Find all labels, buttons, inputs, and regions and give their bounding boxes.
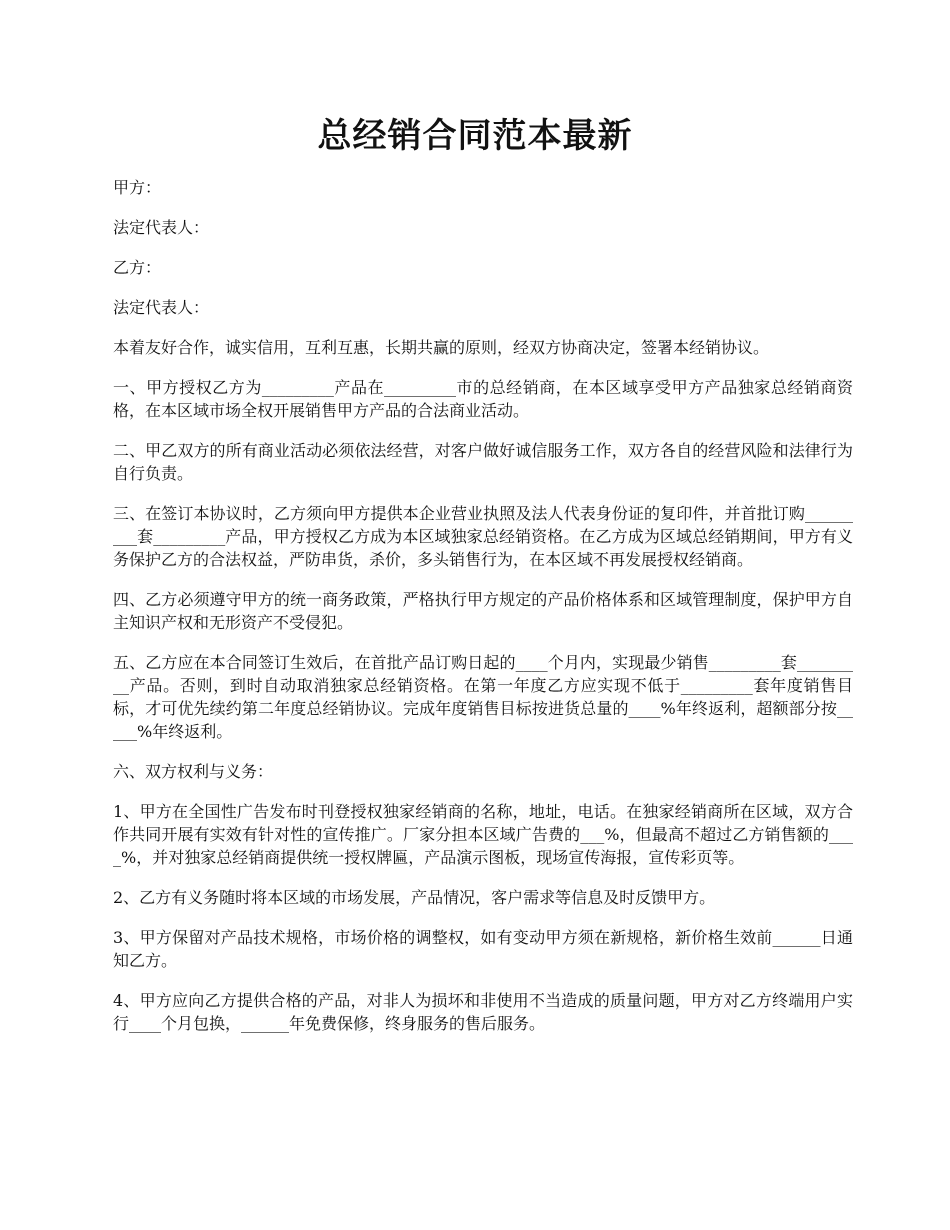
party-a-line: 甲方：	[113, 178, 162, 197]
clause-2-paragraph: 二、甲乙双方的所有商业活动必须依法经营，对客户做好诚信服务工作，双方各自的经营风险和法律行为自行负责。	[113, 441, 853, 483]
clause-6-item-4: 4、甲方应向乙方提供合格的产品，对非人为损坏和非使用不当造成的质量问题，甲方对乙方终端用户实行____个月包换，______年免费保修，终身服务的售后服务。	[113, 991, 853, 1033]
party-b-line: 乙方：	[113, 258, 162, 277]
clause-6-heading: 六、双方权利与义务：	[113, 762, 274, 781]
clause-1-paragraph: 一、甲方授权乙方为_________产品在_________市的总经销商，在本区域享受甲方产品独家总经销商资格，在本区域市场全权开展销售甲方产品的合法商业活动。	[113, 378, 853, 420]
party-a-representative-line: 法定代表人：	[113, 218, 210, 237]
document-body	[113, 176, 853, 1052]
preamble-paragraph: 本着友好合作，诚实信用，互利互惠，长期共赢的原则，经双方协商决定，签署本经销协议。	[113, 338, 770, 357]
clause-6-item-2: 2、乙方有义务随时将本区域的市场发展，产品情况，客户需求等信息及时反馈甲方。	[113, 888, 716, 907]
clause-5-paragraph: 五、乙方应在本合同签订生效后，在首批产品订购日起的____个月内，实现最少销售_________套_________产品。否则，到时自动取消独家总经销资格。在第一年度乙方应实现不低于_________套年度销售目标，才可优先续约第二年度总经销协议。完成年度销售目标按进货总量的____%年终返利，超额部分按_____%年终返利。	[113, 653, 853, 741]
clause-6-item-1: 1、甲方在全国性广告发布时刊登授权独家经销商的名称，地址，电话。在独家经销商所在区域，双方合作共同开展有实效有针对性的宣传推广。厂家分担本区域广告费的___%，但最高不超过乙方销售额的____%，并对独家总经销商提供统一授权牌匾，产品演示图板，现场宣传海报，宣传彩页等。	[113, 802, 853, 867]
clause-6-item-3: 3、甲方保留对产品技术规格，市场价格的调整权，如有变动甲方须在新规格，新价格生效前______日通知乙方。	[113, 928, 853, 970]
party-b-representative-line: 法定代表人：	[113, 298, 210, 317]
document-title: 总经销合同范本最新	[317, 116, 633, 156]
clause-4-paragraph: 四、乙方必须遵守甲方的统一商务政策，严格执行甲方规定的产品价格体系和区域管理制度，保护甲方自主知识产权和无形资产不受侵犯。	[113, 590, 853, 632]
clause-3-paragraph: 三、在签订本协议时，乙方须向甲方提供本企业营业执照及法人代表身份证的复印件，并首批订购_________套_________产品，甲方授权乙方成为本区域独家总经销资格。在乙方成为区域总经销期间，甲方有义务保护乙方的合法权益，严防串货，杀价，多头销售行为，在本区域不再发展授权经销商。	[113, 504, 853, 569]
